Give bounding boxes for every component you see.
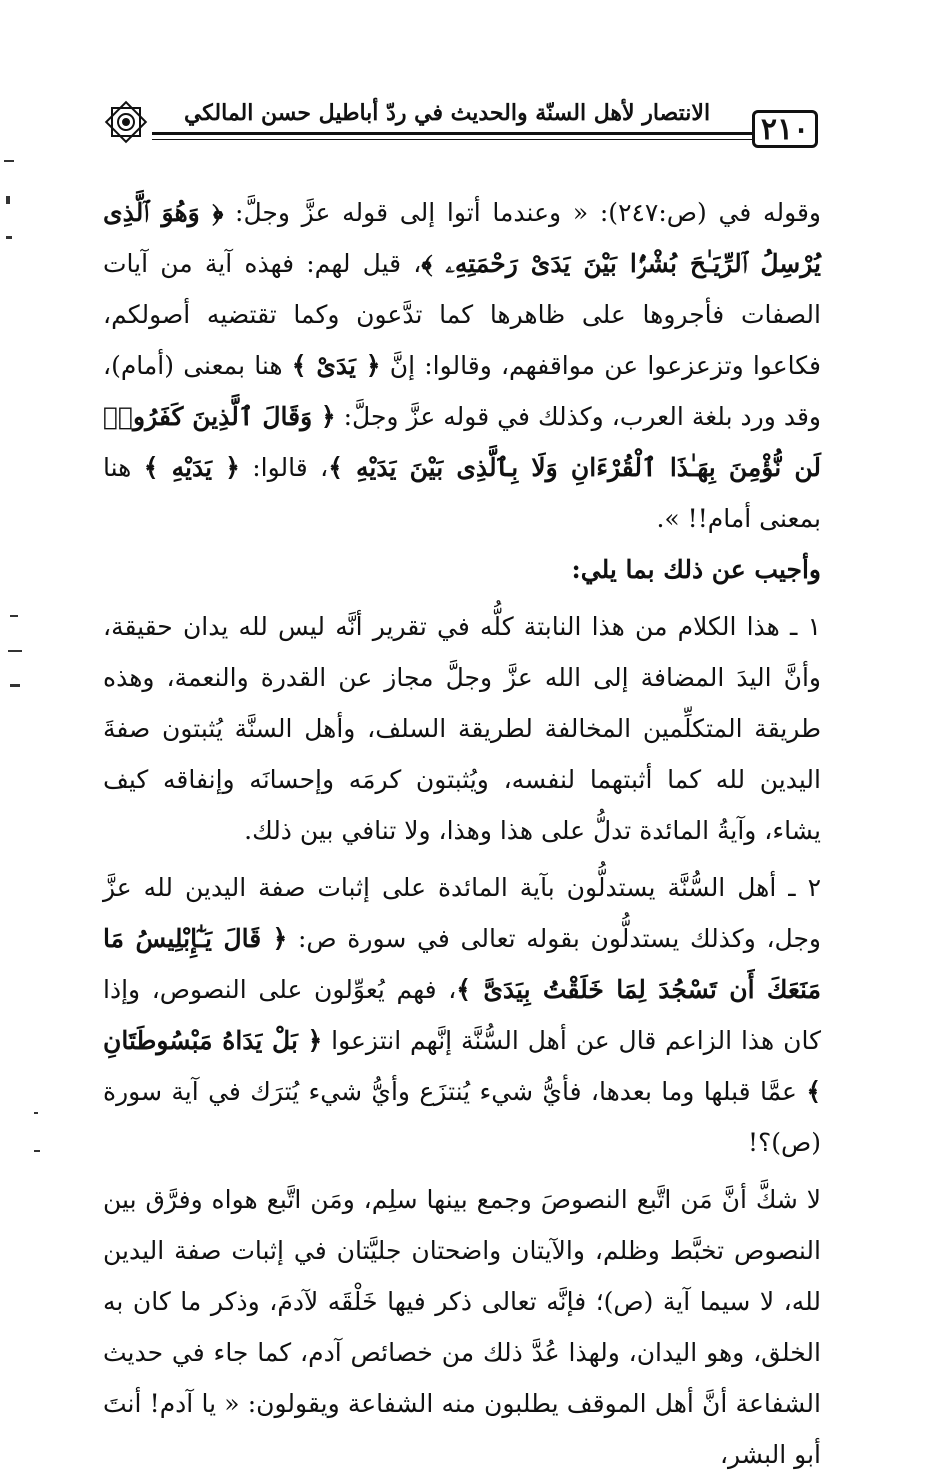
paragraph-2 — [103, 862, 821, 1168]
page-number: ٢١٠ — [752, 110, 818, 148]
scan-mark — [4, 160, 14, 162]
page-body — [103, 187, 821, 1480]
scan-mark — [8, 650, 22, 652]
quran-verse: ﴿ بَلْ يَدَاهُ مَبْسُوطَتَانِ ﴾ — [103, 1026, 821, 1106]
page-header — [100, 86, 822, 154]
paragraph-quote — [103, 187, 821, 544]
paragraph-1: ١ ـ هذا الكلام من هذا النابتة كلُّه في تقرير أنَّه ليس لله يدان حقيقة، وأنَّ اليدَ المضافة إلى الله عزَّ وجلَّ مجاز عن القدرة والنعمة، وهذه طريقة المتكلِّمين المخالفة لطريقة السلف، وأهل السنَّة يُثبتون صفةَ اليدين لله كما أثبتهما لنفسه، ويُثبتون كرمَه وإحسانَه وإنفاقه كيف يشاء، وآيةُ المائدة تدلُّ على هذا وهذا، ولا تنافي بين ذلك. — [103, 612, 821, 845]
scan-mark — [6, 236, 12, 239]
scan-mark — [10, 615, 18, 617]
text-span: هنا بمعنى (أمام)، وقد ورد بلغة العرب، وكذلك في قوله عزَّ وجلَّ: — [103, 351, 821, 431]
scan-mark — [6, 196, 10, 204]
scan-mark — [34, 1112, 38, 1114]
text-span: ، فهم يُعوِّلون على النصوص، وإذا كان هذا الزاعم قال عن أهل السُّنَّة إنَّهم انتزعوا — [103, 975, 821, 1055]
quran-verse: ﴿ يَدَىْ ﴾ — [291, 351, 381, 380]
section-heading: وأجيب عن ذلك بما يلي: — [571, 555, 821, 584]
text-span: عمَّا قبلها وما بعدها، فأيُّ شيء يُنتزَع وأيُّ شيء يُترَك في آية سورة (ص)؟! — [103, 1077, 821, 1157]
header-rule — [152, 132, 752, 135]
text-span: وقوله في (ص:٢٤٧): « وعندما أتوا إلى قوله عزَّ وجلَّ: — [223, 198, 822, 227]
quran-verse: ﴿ قَالَ يَـٰٓإِبْلِيسُ مَا مَنَعَكَ أَن تَسْجُدَ لِمَا خَلَقْتُ بِيَدَىَّ ﴾ — [103, 924, 821, 1004]
quran-verse: ﴿ يَدَيْهِ ﴾ — [143, 453, 240, 482]
ornament-icon — [100, 96, 152, 148]
paragraph-3: لا شكَّ أنَّ مَن اتَّبع النصوصَ وجمع بينها سلِم، ومَن اتَّبع هواه وفرَّق بين النصوص تخبَّط وظلم، والآيتان واضحتان جليَّتان في إثبات صفة اليدين لله، لا سيما آية (ص)؛ فإنَّه تعالى ذكر فيها خَلْقَه لآدمَ، وذكر ما كان به الخلق، وهو اليدان، ولهذا عُدَّ ذلك من خصائص آدم، كما جاء في حديث الشفاعة أنَّ أهل الموقف يطلبون منه الشفاعة ويقولون: « يا آدم! أنتَ أبو البشر، — [103, 1185, 821, 1469]
header-rule-thin — [152, 139, 752, 140]
text-span: ، قيل لهم: فهذه آية من آيات الصفات فأجروها على ظاهرها كما تدَّعون وكما تقتضيه أصولكم، فكاعوا وتزعزعوا عن مواقفهم، وقالوا: إنَّ — [103, 249, 821, 380]
scan-mark — [10, 684, 20, 687]
running-title: الانتصار لأهل السنّة والحديث في ردّ أباطيل حسن المالكي — [183, 100, 711, 126]
text-span: ، قالوا: — [239, 453, 329, 482]
text-span: هنا بمعنى أمام!! ». — [103, 453, 821, 533]
quran-verse: ﴿ وَقَالَ ٱلَّذِينَ كَفَرُوا۟ لَن نُّؤْمِنَ بِهَـٰذَا ٱلْقُرْءَانِ وَلَا بِٱلَّذِى بَيْنَ يَدَيْهِ ﴾ — [103, 402, 821, 482]
scan-mark — [34, 1150, 40, 1152]
text-span: ٢ ـ أهل السُّنَّة يستدلُّون بآية المائدة على إثبات صفة اليدين لله عزَّ وجل، وكذلك يستدلُّون بقوله تعالى في سورة ص: — [103, 873, 821, 953]
quran-verse: ﴿ وَهُوَ ٱلَّذِى يُرْسِلُ ٱلرِّيَـٰحَ بُشْرًۢا بَيْنَ يَدَىْ رَحْمَتِهِۦ ﴾ — [103, 198, 821, 278]
